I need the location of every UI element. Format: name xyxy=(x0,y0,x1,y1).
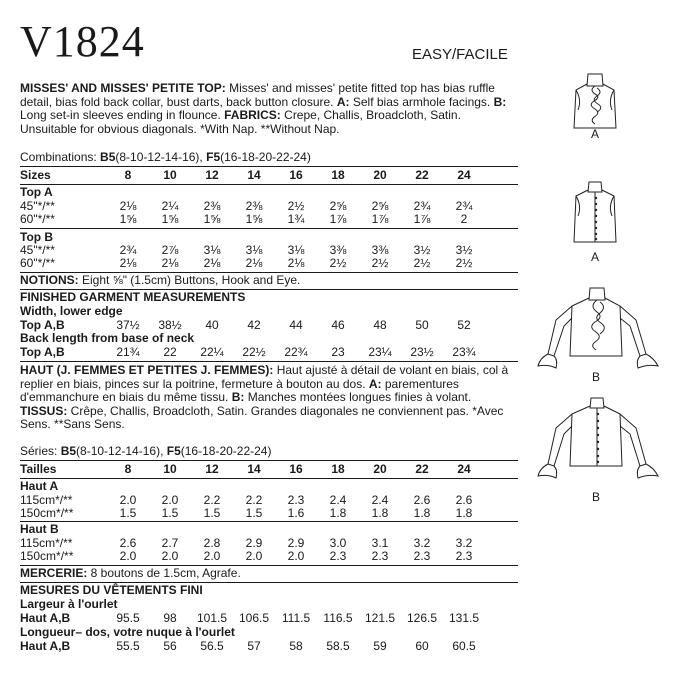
table-cell: 2½ xyxy=(287,199,305,213)
table-cell: 2⅛ xyxy=(203,256,221,270)
table-cell: 10 xyxy=(163,462,177,476)
length-heading xyxy=(20,331,518,345)
table-cell: 1⅞ xyxy=(371,212,389,226)
row-label: Tailles xyxy=(20,462,57,476)
combo-f5-range: (16-18-20-22-24) xyxy=(220,150,311,164)
fabrics-label: TISSUS: xyxy=(20,403,68,418)
combinations-line xyxy=(20,150,518,164)
table-cell: 46 xyxy=(331,318,345,332)
table-cell: 3⅜ xyxy=(329,243,347,257)
table-cell: 8 xyxy=(124,168,132,182)
table-cell: 2½ xyxy=(329,256,347,270)
table-cell: 2.8 xyxy=(203,536,221,550)
table-cell: 14 xyxy=(247,462,261,476)
table-cell: 57 xyxy=(247,639,261,653)
view-a-front-illustration xyxy=(560,66,630,136)
table-cell: 1.5 xyxy=(203,506,221,520)
table-cell: 59 xyxy=(373,639,387,653)
notions-line xyxy=(20,273,518,287)
table-cell: 2⅛ xyxy=(287,256,305,270)
finished-title xyxy=(20,290,518,304)
length-heading xyxy=(20,625,518,639)
table-cell: 2.0 xyxy=(119,549,137,563)
table-cell: 2.3 xyxy=(371,549,389,563)
table-cell: 1.5 xyxy=(119,506,137,520)
finished-title-text: FINISHED GARMENT MEASUREMENTS xyxy=(20,290,246,304)
finished-title-text: MESURES DU VÊTEMENTS FINI xyxy=(20,583,203,597)
row-label: 115cm*/** xyxy=(20,536,73,550)
table-cell: 58.5 xyxy=(326,639,350,653)
row-label: 115cm*/** xyxy=(20,493,73,507)
table-cell: 2¾ xyxy=(413,199,431,213)
table-cell: 22¾ xyxy=(284,345,308,359)
table-cell: 1.8 xyxy=(413,506,431,520)
table-cell: 1⅝ xyxy=(203,212,221,226)
table-cell: 1⅝ xyxy=(245,212,263,226)
divider xyxy=(20,361,518,362)
sizes-header-row xyxy=(20,462,518,476)
view-b-label: B: xyxy=(493,94,507,109)
table-cell: 56 xyxy=(163,639,177,653)
table-cell: 52 xyxy=(457,318,471,332)
table-cell: 1.5 xyxy=(245,506,263,520)
view-a-label: A: xyxy=(336,94,350,109)
table-cell: 1⅝ xyxy=(161,212,179,226)
table-cell: 1.8 xyxy=(455,506,473,520)
top-a-label: Haut A xyxy=(20,479,59,493)
table-cell: 1.6 xyxy=(287,506,305,520)
table-cell: 22½ xyxy=(242,345,266,359)
combo-f5: F5 xyxy=(206,150,221,164)
table-cell: 37½ xyxy=(116,318,140,332)
combo-b5-range: (8-10-12-14-16), xyxy=(76,444,167,458)
table-cell: 3.1 xyxy=(371,536,389,550)
table-cell: 23¼ xyxy=(368,345,392,359)
table-cell: 2⅜ xyxy=(245,199,263,213)
table-cell: 2¾ xyxy=(119,243,137,257)
row-label: 150cm*/** xyxy=(20,549,74,563)
combinations-label: Combinations: xyxy=(20,150,101,164)
table-cell: 2.6 xyxy=(455,493,473,507)
table-cell: 24 xyxy=(457,168,471,182)
top-a-heading xyxy=(20,185,518,199)
table-cell: 56.5 xyxy=(200,639,224,653)
table-cell: 95.5 xyxy=(116,611,140,625)
table-cell: 22 xyxy=(415,168,429,182)
table-row xyxy=(20,639,518,653)
combo-f5: F5 xyxy=(166,444,181,458)
table-cell: 3⅜ xyxy=(371,243,389,257)
table-cell: 2.3 xyxy=(413,549,431,563)
table-cell: 106.5 xyxy=(238,611,270,625)
table-cell: 2⅛ xyxy=(119,256,137,270)
difficulty-level: EASY/FACILE xyxy=(412,46,508,63)
table-cell: 22¼ xyxy=(200,345,224,359)
table-cell: 3½ xyxy=(455,243,473,257)
view-a-back-illustration xyxy=(560,176,630,248)
top-b-heading xyxy=(20,522,518,536)
length-label: Longueur– dos, votre nuque à l'ourlet xyxy=(20,625,235,639)
table-row xyxy=(20,199,518,213)
table-cell: 2.4 xyxy=(371,493,389,507)
notions-line xyxy=(20,566,518,580)
table-cell: 23 xyxy=(331,345,345,359)
view-a-text: Self bias armhole facings. xyxy=(349,94,494,109)
table-cell: 1.8 xyxy=(371,506,389,520)
table-cell: 44 xyxy=(289,318,303,332)
table-cell: 1⅞ xyxy=(329,212,347,226)
table-cell: 2¾ xyxy=(455,199,473,213)
table-cell: 50 xyxy=(415,318,429,332)
description-title: MISSES' AND MISSES' PETITE TOP: xyxy=(20,81,226,95)
divider xyxy=(20,166,518,167)
table-cell: 2.2 xyxy=(203,493,221,507)
sizes-header-row xyxy=(20,168,518,182)
table-cell: 18 xyxy=(331,462,345,476)
table-cell: 3.2 xyxy=(455,536,473,550)
width-heading xyxy=(20,597,518,611)
table-row xyxy=(20,345,518,359)
table-cell: 2⅛ xyxy=(161,256,179,270)
table-cell: 2½ xyxy=(371,256,389,270)
table-cell: 3.0 xyxy=(329,536,347,550)
table-cell: 2.6 xyxy=(119,536,137,550)
table-cell: 21¾ xyxy=(116,345,140,359)
table-cell: 3⅛ xyxy=(203,243,221,257)
table-cell: 12 xyxy=(205,462,219,476)
view-a-text: parementures d'emmanchure en biais du même tissu. xyxy=(20,376,459,405)
row-label: 45"*/** xyxy=(20,199,55,213)
finished-title xyxy=(20,583,518,597)
table-cell: 22 xyxy=(163,345,177,359)
table-cell: 2⅛ xyxy=(119,199,137,213)
view-label: B xyxy=(592,370,601,384)
table-cell: 2⅝ xyxy=(371,199,389,213)
row-label: Haut A,B xyxy=(20,611,71,625)
table-cell: 1.8 xyxy=(329,506,347,520)
table-row xyxy=(20,536,518,550)
table-cell: 1⅝ xyxy=(119,212,137,226)
table-row xyxy=(20,212,518,226)
notions-text: Eight ⅝" (1.5cm) Buttons, Hook and Eye. xyxy=(78,273,301,287)
table-cell: 2.3 xyxy=(329,549,347,563)
table-cell: 121.5 xyxy=(364,611,396,625)
table-row xyxy=(20,318,518,332)
table-cell: 2.4 xyxy=(329,493,347,507)
table-cell: 55.5 xyxy=(116,639,140,653)
view-label: B xyxy=(592,490,601,504)
description-title: HAUT (J. FEMMES ET PETITES J. FEMMES): xyxy=(20,363,274,377)
top-a-label: Top A xyxy=(20,185,53,199)
table-cell: 2½ xyxy=(455,256,473,270)
description-body: Haut ajusté à détail de volant en biais, col à replier en biais, pinces sur la poitrine, fermeture à bouton au dos. xyxy=(20,363,509,391)
table-cell: 16 xyxy=(289,462,303,476)
table-row xyxy=(20,243,518,257)
top-b-label: Haut B xyxy=(20,522,59,536)
row-label: Top A,B xyxy=(20,345,65,359)
table-cell: 3.2 xyxy=(413,536,431,550)
row-label: 60"*/** xyxy=(20,212,55,226)
fabrics-text: Crepe, Challis, Broadcloth, Satin. Unsuitable for obvious diagonals. *With Nap. **Without Nap. xyxy=(20,108,461,136)
fabrics-label: FABRICS: xyxy=(224,108,281,123)
view-b-back-illustration xyxy=(534,394,664,484)
table-cell: 20 xyxy=(373,168,387,182)
top-b-heading xyxy=(20,230,518,244)
table-cell: 12 xyxy=(205,168,219,182)
table-cell: 98 xyxy=(163,611,177,625)
table-cell: 116.5 xyxy=(323,611,353,625)
view-b-text: Manches montées longues finies à volant. xyxy=(244,390,472,405)
table-cell: 10 xyxy=(163,168,177,182)
width-label: Largeur à l'ourlet xyxy=(20,597,118,611)
row-label: 150cm*/** xyxy=(20,506,74,520)
table-cell: 2.0 xyxy=(203,549,221,563)
divider xyxy=(20,228,518,229)
view-b-front-illustration xyxy=(534,284,664,374)
table-cell: 42 xyxy=(247,318,261,332)
divider xyxy=(20,460,518,461)
table-cell: 1¾ xyxy=(287,212,305,226)
table-cell: 14 xyxy=(247,168,261,182)
notions-text: 8 boutons de 1.5cm, Agrafe. xyxy=(87,566,241,580)
combinations-label: Séries: xyxy=(20,444,61,458)
view-a-label: A: xyxy=(368,376,382,391)
table-cell: 2.3 xyxy=(287,493,305,507)
table-cell: 1⅞ xyxy=(413,212,431,226)
row-label: 60"*/** xyxy=(20,256,55,270)
view-b-label: B: xyxy=(231,390,245,405)
row-label: Top A,B xyxy=(20,318,65,332)
table-cell: 126.5 xyxy=(406,611,438,625)
row-label: 45"*/** xyxy=(20,243,55,257)
table-cell: 2½ xyxy=(413,256,431,270)
table-cell: 23½ xyxy=(410,345,434,359)
combo-b5-range: (8-10-12-14-16), xyxy=(115,150,207,164)
table-cell: 38½ xyxy=(158,318,182,332)
table-row xyxy=(20,256,518,270)
description-body: Misses' and misses' petite fitted top has bias ruffle detail, bias fold back collar, bust darts, back button closure. xyxy=(20,81,495,109)
table-cell: 2⅝ xyxy=(329,199,347,213)
table-cell: 1.5 xyxy=(161,506,179,520)
table-cell: 111.5 xyxy=(281,611,311,625)
table-cell: 3⅛ xyxy=(287,243,305,257)
table-cell: 48 xyxy=(373,318,387,332)
table-cell: 2.6 xyxy=(413,493,431,507)
table-cell: 40 xyxy=(205,318,219,332)
table-row xyxy=(20,506,518,520)
table-cell: 2 xyxy=(460,212,468,226)
table-cell: 2.0 xyxy=(287,549,305,563)
top-a-heading xyxy=(20,479,518,493)
length-label: Back length from base of neck xyxy=(20,331,195,345)
table-cell: 2.3 xyxy=(455,549,473,563)
view-label: A xyxy=(591,127,600,141)
table-cell: 2.0 xyxy=(119,493,137,507)
table-cell: 23¾ xyxy=(452,345,476,359)
table-cell: 22 xyxy=(415,462,429,476)
fabrics-text: Crêpe, Challis, Broadcloth, Satin. Grandes diagonales ne conviennent pas. *Avec Sens. **Sans Sens. xyxy=(20,403,504,432)
table-cell: 3½ xyxy=(413,243,431,257)
width-label: Width, lower edge xyxy=(20,304,123,318)
table-cell: 58 xyxy=(289,639,303,653)
table-row xyxy=(20,549,518,563)
table-cell: 2.0 xyxy=(161,549,179,563)
combo-f5-range: (16-18-20-22-24) xyxy=(180,444,272,458)
table-cell: 2.9 xyxy=(245,536,263,550)
combo-b5: B5 xyxy=(60,444,77,458)
table-cell: 2.0 xyxy=(161,493,179,507)
top-b-label: Top B xyxy=(20,230,54,244)
table-cell: 2.2 xyxy=(245,493,263,507)
table-cell: 101.5 xyxy=(196,611,228,625)
english-description xyxy=(20,82,518,136)
view-label: A xyxy=(591,250,600,264)
table-row xyxy=(20,493,518,507)
table-cell: 2¼ xyxy=(161,199,179,213)
table-cell: 60.5 xyxy=(452,639,476,653)
table-cell: 2.9 xyxy=(287,536,305,550)
table-cell: 18 xyxy=(331,168,345,182)
combo-b5: B5 xyxy=(100,150,116,164)
table-cell: 3⅛ xyxy=(245,243,263,257)
row-label: Haut A,B xyxy=(20,639,71,653)
pattern-number: V1824 xyxy=(20,17,145,66)
french-description xyxy=(20,364,518,432)
row-label: Sizes xyxy=(20,168,51,182)
table-cell: 2⅛ xyxy=(245,256,263,270)
table-cell: 2⅜ xyxy=(203,199,221,213)
combinations-line xyxy=(20,444,518,458)
width-heading xyxy=(20,304,518,318)
table-cell: 24 xyxy=(457,462,471,476)
table-cell: 2⅞ xyxy=(161,243,179,257)
table-cell: 8 xyxy=(124,462,132,476)
view-b-text: Long set-in sleeves ending in flounce. xyxy=(20,108,225,123)
table-cell: 131.5 xyxy=(448,611,480,625)
table-row xyxy=(20,611,518,625)
table-cell: 2.0 xyxy=(245,549,263,563)
table-cell: 60 xyxy=(415,639,429,653)
notions-label: MERCERIE: xyxy=(20,566,88,580)
notions-label: NOTIONS: xyxy=(20,273,79,287)
table-cell: 2.7 xyxy=(161,536,179,550)
table-cell: 16 xyxy=(289,168,303,182)
table-cell: 20 xyxy=(373,462,387,476)
